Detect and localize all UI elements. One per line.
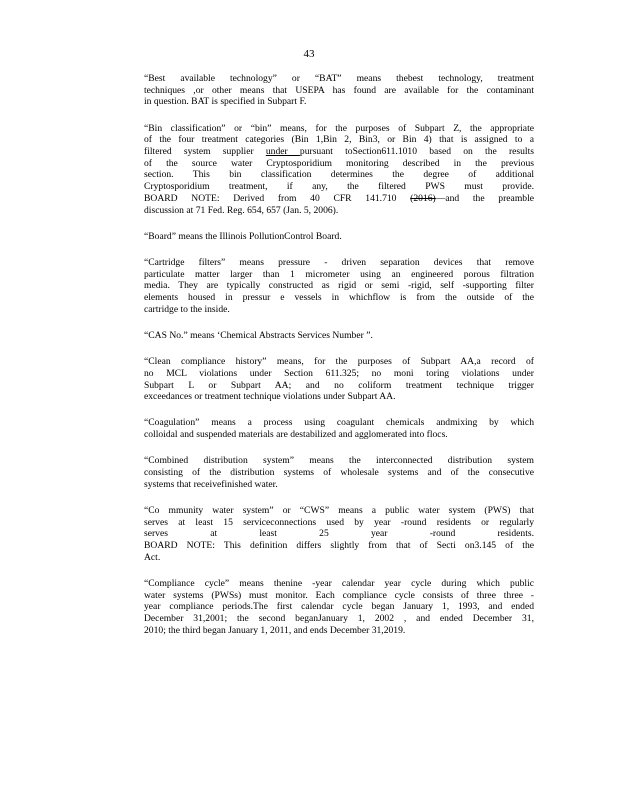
text-segment: “Clean compliance history” means, for the purposes of Subpart AA,a record of [144, 356, 534, 368]
text-line [144, 73, 534, 85]
page-number: 43 [303, 48, 315, 60]
text-segment: —and the preamble [435, 192, 535, 204]
definition-paragraph [144, 330, 534, 342]
definition-paragraph [144, 123, 534, 217]
underlined-insertion: under [265, 146, 300, 158]
text-line [144, 205, 534, 217]
text-line [144, 96, 534, 108]
text-line [144, 269, 534, 281]
text-line [144, 540, 534, 552]
text-line [144, 292, 534, 304]
definition-paragraph [144, 505, 534, 564]
text-segment: “Board” means the Illinois PollutionControl Board. [144, 230, 342, 242]
text-segment: of the four treatment categories (Bin 1,Bin 2, Bin3, or Bin 4) that is assigned to a [144, 134, 534, 146]
definition-paragraph [144, 578, 534, 637]
text-segment: “CAS No.” means ‘Chemical Abstracts Services Number ”. [144, 329, 373, 341]
definition-paragraph [144, 257, 534, 316]
text-line [144, 417, 534, 429]
text-line [144, 169, 534, 181]
text-segment: exceedances or treatment technique violations under Subpart AA. [144, 391, 396, 403]
text-segment: Subpart L or Subpart AA; and no coliform treatment technique trigger [144, 379, 534, 391]
text-segment: techniques ,or other means that USEPA has found are available for the contaminant [144, 84, 534, 96]
text-line [144, 146, 534, 158]
text-line [144, 356, 534, 368]
text-segment: “Co mmunity water system” or “CWS” means a public water system (PWS) that [144, 504, 534, 516]
text-segment: Act. [144, 551, 161, 563]
text-segment: BOARD NOTE: This definition differs slightly from that of Secti on3.145 of the [144, 540, 534, 552]
text-segment: December 31,2001; the second beganJanuary 1, 2002 , and ended December 31, [144, 613, 534, 625]
text-segment: section. This bin classification determines the degree of additional [144, 169, 534, 181]
text-segment: discussion at 71 Fed. Reg. 654, 657 (Jan. 5, 2006). [144, 204, 339, 216]
text-segment: “Cartridge filters” means pressure - driven separation devices that remove [144, 256, 534, 268]
text-line [144, 625, 534, 637]
definition-paragraph [144, 231, 534, 243]
text-segment: BOARD NOTE: Derived from 40 CFR 141.710 [144, 192, 411, 204]
definition-paragraph [144, 356, 534, 403]
text-segment: serves at least 25 year -round residents. [144, 528, 534, 540]
text-segment: pursuant toSection611.1010 based on the results [299, 146, 534, 158]
text-segment: water systems (PWSs) must monitor. Each compliance cycle consists of three three - [144, 589, 534, 601]
text-segment: consisting of the distribution systems of wholesale systems and of the consecutive [144, 467, 534, 479]
text-line [144, 517, 534, 529]
text-line [144, 528, 534, 540]
text-line [144, 429, 534, 441]
definition-paragraph [144, 73, 534, 108]
text-line [144, 280, 534, 292]
text-line [144, 134, 534, 146]
text-segment: “Bin classification” or “bin” means, for the purposes of Subpart Z, the appropriate [144, 122, 534, 134]
text-segment: serves at least 15 serviceconnections used by year -round residents or regularly [144, 516, 534, 528]
text-line [144, 590, 534, 602]
definitions-body [144, 73, 534, 651]
text-segment: year compliance periods.The first calendar cycle began January 1, 1993, and ended [144, 601, 534, 613]
text-line [144, 479, 534, 491]
text-line [144, 181, 534, 193]
text-segment: in question. BAT is specified in Subpart F. [144, 96, 307, 108]
text-segment: “Combined distribution system” means the interconnected distribution system [144, 455, 534, 467]
text-segment: “Best available technology” or “BAT” means thebest technology, treatment [144, 73, 534, 84]
text-line [144, 467, 534, 479]
text-line [144, 123, 534, 135]
text-line [144, 231, 534, 243]
text-segment: cartridge to the inside. [144, 303, 230, 315]
text-line [144, 193, 534, 205]
definition-paragraph [144, 417, 534, 440]
text-segment: colloidal and suspended materials are destabilized and agglomerated into flocs. [144, 429, 448, 441]
text-segment: filtered system supplier [144, 146, 266, 158]
text-line [144, 455, 534, 467]
text-segment: particulate matter larger than 1 micrometer using an engineered porous filtration [144, 268, 534, 280]
text-segment: media. They are typically constructed as rigid or semi -rigid, self -supporting filter [144, 280, 534, 292]
text-line [144, 304, 534, 316]
text-segment: 2010; the third began January 1, 2011, and ends December 31,2019. [144, 624, 406, 636]
text-segment: “Compliance cycle” means thenine -year calendar year cycle during which public [144, 578, 534, 589]
text-line [144, 368, 534, 380]
text-line [144, 613, 534, 625]
text-line [144, 257, 534, 269]
text-segment: systems that receivefinished water. [144, 478, 278, 490]
definition-paragraph [144, 455, 534, 490]
text-segment: elements housed in pressur e vessels in whichflow is from the outside of the [144, 292, 534, 304]
text-line [144, 85, 534, 97]
struck-deletion: (2016) [410, 192, 436, 204]
text-line [144, 601, 534, 613]
text-line [144, 158, 534, 170]
text-line [144, 505, 534, 517]
text-segment: of the source water Cryptosporidium monitoring described in the previous [144, 157, 534, 169]
text-segment: Cryptosporidium treatment, if any, the filtered PWS must provide. [144, 181, 534, 193]
text-line [144, 552, 534, 564]
text-line [144, 578, 534, 590]
text-line [144, 330, 534, 342]
text-segment: “Coagulation” means a process using coagulant chemicals andmixing by which [144, 417, 534, 429]
text-line [144, 391, 534, 403]
text-segment: no MCL violations under Section 611.325; no moni toring violations under [144, 367, 534, 379]
text-line [144, 380, 534, 392]
